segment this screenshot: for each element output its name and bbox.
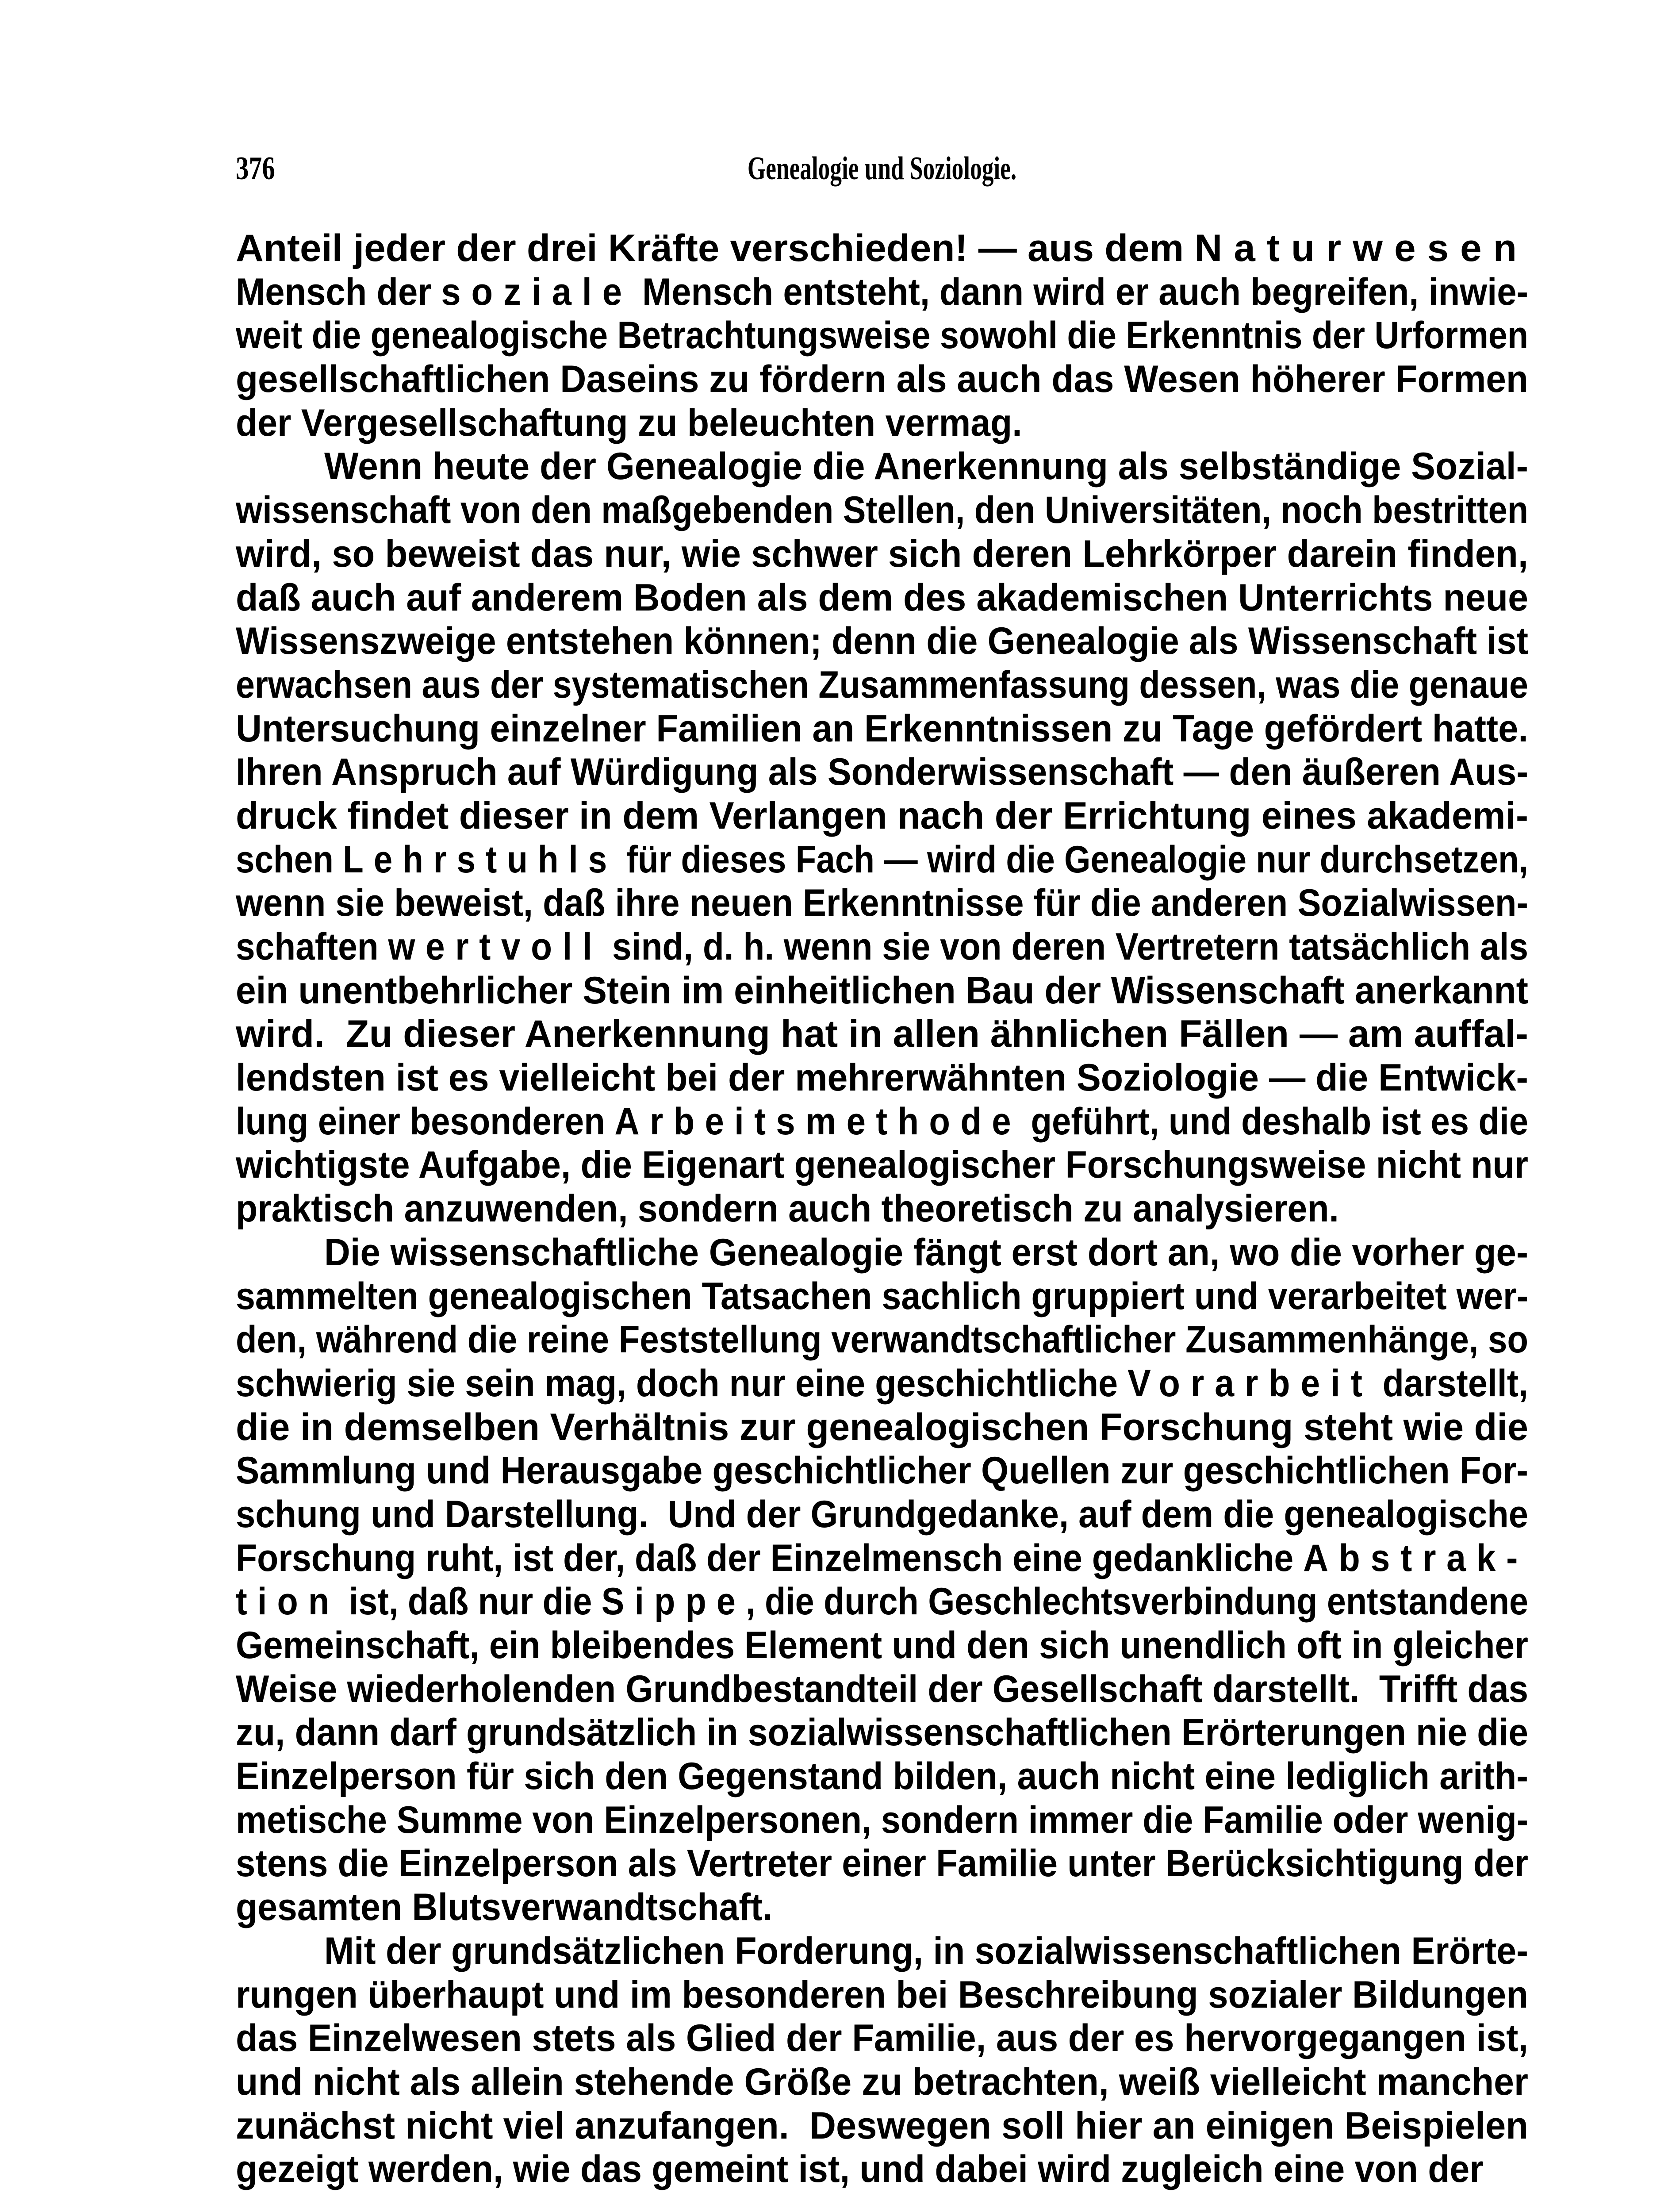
text-segment: praktisch anzuwenden, sondern auch theoretisch zu analysieren. [236,1187,1339,1230]
text-line [236,1493,1528,1536]
text-line [236,1231,1528,1275]
line-content [236,1755,1528,1798]
text-segment: Anteil jeder der drei Kräfte verschieden! — aus dem [236,227,1195,269]
text-segment: gesamten Blutsverwandtschaft. [236,1886,773,1929]
text-segment: wichtigste Aufgabe, die Eigenart genealogischer Forschungsweise nicht nur [236,1144,1528,1187]
line-content [236,1449,1528,1493]
text-line [236,1624,1528,1667]
line-content [236,1362,1528,1406]
text-line [236,794,1528,838]
text-segment: weit die genealogische Betrachtungsweise sowohl die Erkenntnis der Urformen [236,314,1528,357]
text-segment: Sammlung und Herausgabe geschichtlicher Quellen zur geschichtlichen For- [236,1449,1528,1492]
line-content [236,2016,1528,2060]
text-line [236,838,1528,882]
text-segment: Einzelperson für sich den Gegenstand bilden, auch nicht eine lediglich arith- [236,1755,1528,1798]
text-segment: daß auch auf anderem Boden als dem des akademischen Unterrichts neue [236,576,1528,619]
text-segment: für dieses Fach — wird die Genealogie nur durchsetzen, [617,838,1528,881]
page-number: 376 [236,150,275,187]
text-line [236,1406,1528,1449]
text-line [236,1056,1528,1100]
line-content [236,576,1528,620]
text-segment: lendsten ist es vielleicht bei der mehrerwähnten Soziologie — die Entwick- [236,1056,1528,1099]
text-line [236,925,1528,969]
line-content [236,1275,1528,1318]
text-segment: metische Summe von Einzelpersonen, sondern immer die Familie oder wenig- [236,1798,1528,1841]
text-line [236,1143,1528,1187]
text-line [236,1886,1528,1929]
text-segment: der Vergesellschaftung zu beleuchten vermag. [236,401,1022,444]
text-segment: gezeigt werden, wie das gemeint ist, und dabei wird zugleich eine von der [236,2148,1484,2191]
text-line [236,532,1528,576]
text-segment: lung einer besonderen [236,1100,615,1143]
text-line [236,401,1528,445]
line-content [236,1624,1528,1667]
line-content [236,227,1528,270]
line-content [236,838,1528,882]
text-line [236,270,1528,314]
paragraph [236,227,1528,445]
text-line [236,314,1528,357]
emphasized-text: Sippe [601,1580,746,1623]
line-content [236,1667,1528,1711]
line-content [236,1187,1339,1231]
text-segment: ein unentbehrlicher Stein im einheitlichen Bau der Wissenschaft anerkannt [236,969,1528,1012]
text-segment: gesellschaftlichen Daseins zu fördern als auch das Wesen höherer Formen [236,358,1528,401]
text-line [236,881,1528,925]
text-line [236,1580,1528,1624]
line-content [236,1056,1528,1100]
emphasized-text: Arbeitsmethode [614,1100,1021,1143]
text-segment: ist, daß nur die [339,1580,602,1623]
line-content [236,1493,1528,1536]
line-content [236,1886,772,1929]
text-segment: Mensch der [236,270,441,313]
line-content [236,2104,1528,2148]
text-line [236,1711,1528,1755]
line-content [236,532,1528,576]
text-line [236,1929,1528,1973]
line-content [236,881,1528,925]
line-content [236,488,1528,532]
text-line [236,1798,1528,1842]
text-segment: stens die Einzelperson als Vertreter einer Familie unter Berücksichtigung der [236,1842,1528,1885]
text-segment: druck findet dieser in dem Verlangen nach der Errichtung eines akademi- [236,794,1528,837]
emphasized-text: Abstrak- [1303,1536,1528,1579]
text-line [236,1012,1528,1056]
line-content [236,619,1528,663]
text-line [236,1318,1528,1362]
text-line [236,2147,1528,2191]
line-content [236,925,1528,969]
text-segment: schaften [236,926,388,968]
line-content [236,663,1528,707]
text-line [236,1362,1528,1406]
emphasized-text: Naturwesen [1194,227,1528,269]
text-segment: Wissenszweige entstehen können; denn die Genealogie als Wissenschaft ist [236,620,1528,663]
text-segment: und nicht als allein stehende Größe zu betrachten, weiß vielleicht mancher [236,2060,1528,2103]
emphasized-text: Lehrstuhls [343,838,617,881]
text-segment: zu, dann darf grundsätzlich in sozialwissenschaftlichen Erörterungen nie die [236,1711,1528,1754]
line-content [236,1798,1528,1842]
text-segment: Mensch entsteht, dann wird er auch begreifen, inwie- [632,270,1528,313]
text-line [236,969,1528,1013]
line-content [324,1929,1528,1973]
text-line [236,1755,1528,1798]
text-line [236,663,1528,707]
text-segment: Wenn heute der Genealogie die Anerkennung als selbständige Sozial- [324,445,1528,488]
text-line [236,1536,1528,1580]
text-segment: Mit der grundsätzlichen Forderung, in sozialwissenschaftlichen Erörte- [324,1929,1528,1972]
running-title: Genealogie und Soziologie. [747,150,1017,187]
paragraph [236,445,1528,1230]
text-segment: wird, so beweist das nur, wie schwer sich deren Lehrkörper darein finden, [236,532,1528,575]
line-content [324,1231,1528,1275]
line-content [236,314,1528,357]
text-segment: rungen überhaupt und im besonderen bei Beschreibung sozialer Bildungen [236,1973,1528,2016]
line-content [236,1711,1528,1755]
text-line [236,1100,1528,1144]
text-line [236,1973,1528,2017]
text-segment: darstellt, [1373,1362,1528,1405]
text-segment: erwachsen aus der systematischen Zusammenfassung dessen, was die genaue [236,663,1528,706]
line-content [236,2147,1484,2191]
line-content [236,1100,1528,1144]
text-segment: sammelten genealogischen Tatsachen sachlich gruppiert und verarbeitet wer- [236,1275,1528,1317]
text-segment: die in demselben Verhältnis zur genealogischen Forschung steht wie die [236,1406,1528,1448]
line-content [236,1143,1528,1187]
text-segment: Gemeinschaft, ein bleibendes Element und den sich unendlich oft in gleicher [236,1624,1528,1667]
text-line [236,1449,1528,1493]
text-line [236,2104,1528,2148]
text-line [236,445,1528,488]
emphasized-text: tion [236,1580,340,1623]
text-line [236,227,1528,270]
text-line [236,357,1528,401]
line-content [236,969,1528,1013]
line-content [236,357,1528,401]
text-segment: geführt, und deshalb ist es die [1021,1100,1528,1143]
line-content [236,1318,1528,1362]
text-segment: Die wissenschaftliche Genealogie fängt erst dort an, wo die vorher ge- [324,1231,1528,1274]
text-segment: schwierig sie sein mag, doch nur eine geschichtliche [236,1362,1128,1405]
text-segment: , die durch Geschlechtsverbindung entstandene [746,1580,1528,1623]
emphasized-text: wertvoll [388,926,603,968]
text-segment: wird. Zu dieser Anerkennung hat in allen ähnlichen Fällen — am auffal- [236,1013,1528,1056]
text-segment: sind, d. h. wenn sie von deren Vertretern tatsächlich als [602,926,1528,968]
text-segment: schen [236,838,343,881]
text-segment: Weise wiederholenden Grundbestandteil der Gesellschaft darstellt. Trifft das [236,1667,1528,1710]
page-header [236,149,1528,188]
line-content [236,1012,1528,1056]
text-segment: Untersuchung einzelner Familien an Erkenntnissen zu Tage gefördert hatte. [236,707,1528,750]
line-content [236,401,1022,445]
line-content [236,750,1528,794]
text-line [236,488,1528,532]
text-line [236,707,1528,751]
text-segment: das Einzelwesen stets als Glied der Familie, aus der es hervorgegangen ist, [236,2017,1528,2060]
line-content [236,794,1528,838]
text-line [236,619,1528,663]
emphasized-text: Vorarbeit [1127,1362,1373,1405]
text-line [236,1275,1528,1318]
paragraph [236,1929,1528,2191]
line-content [236,2060,1528,2104]
text-segment: Forschung ruht, ist der, daß der Einzelmensch eine gedankliche [236,1536,1304,1579]
emphasized-text: soziale [441,270,633,313]
text-line [236,1842,1528,1886]
line-content [236,270,1528,314]
line-content [236,707,1528,751]
text-segment: Ihren Anspruch auf Würdigung als Sonderwissenschaft — den äußeren Aus- [236,751,1528,794]
text-line [236,576,1528,620]
text-segment: den, während die reine Feststellung verwandtschaftlicher Zusammenhänge, so [236,1318,1528,1361]
text-line [236,750,1528,794]
line-content [236,1580,1528,1624]
text-segment: wenn sie beweist, daß ihre neuen Erkenntnisse für die anderen Sozialwissen- [236,882,1528,925]
line-content [236,1973,1528,2017]
line-content [236,1406,1528,1449]
text-segment: wissenschaft von den maßgebenden Stellen, den Universitäten, noch bestritten [236,489,1528,532]
text-line [236,1667,1528,1711]
paragraph [236,1231,1528,1929]
line-content [324,445,1528,488]
text-line [236,2060,1528,2104]
text-segment: zunächst nicht viel anzufangen. Deswegen soll hier an einigen Beispielen [236,2104,1528,2147]
line-content [236,1842,1528,1886]
body-text [236,227,1528,2191]
text-line [236,2016,1528,2060]
text-segment: schung und Darstellung. Und der Grundgedanke, auf dem die genealogische [236,1493,1528,1536]
text-line [236,1187,1528,1231]
line-content [236,1536,1528,1580]
